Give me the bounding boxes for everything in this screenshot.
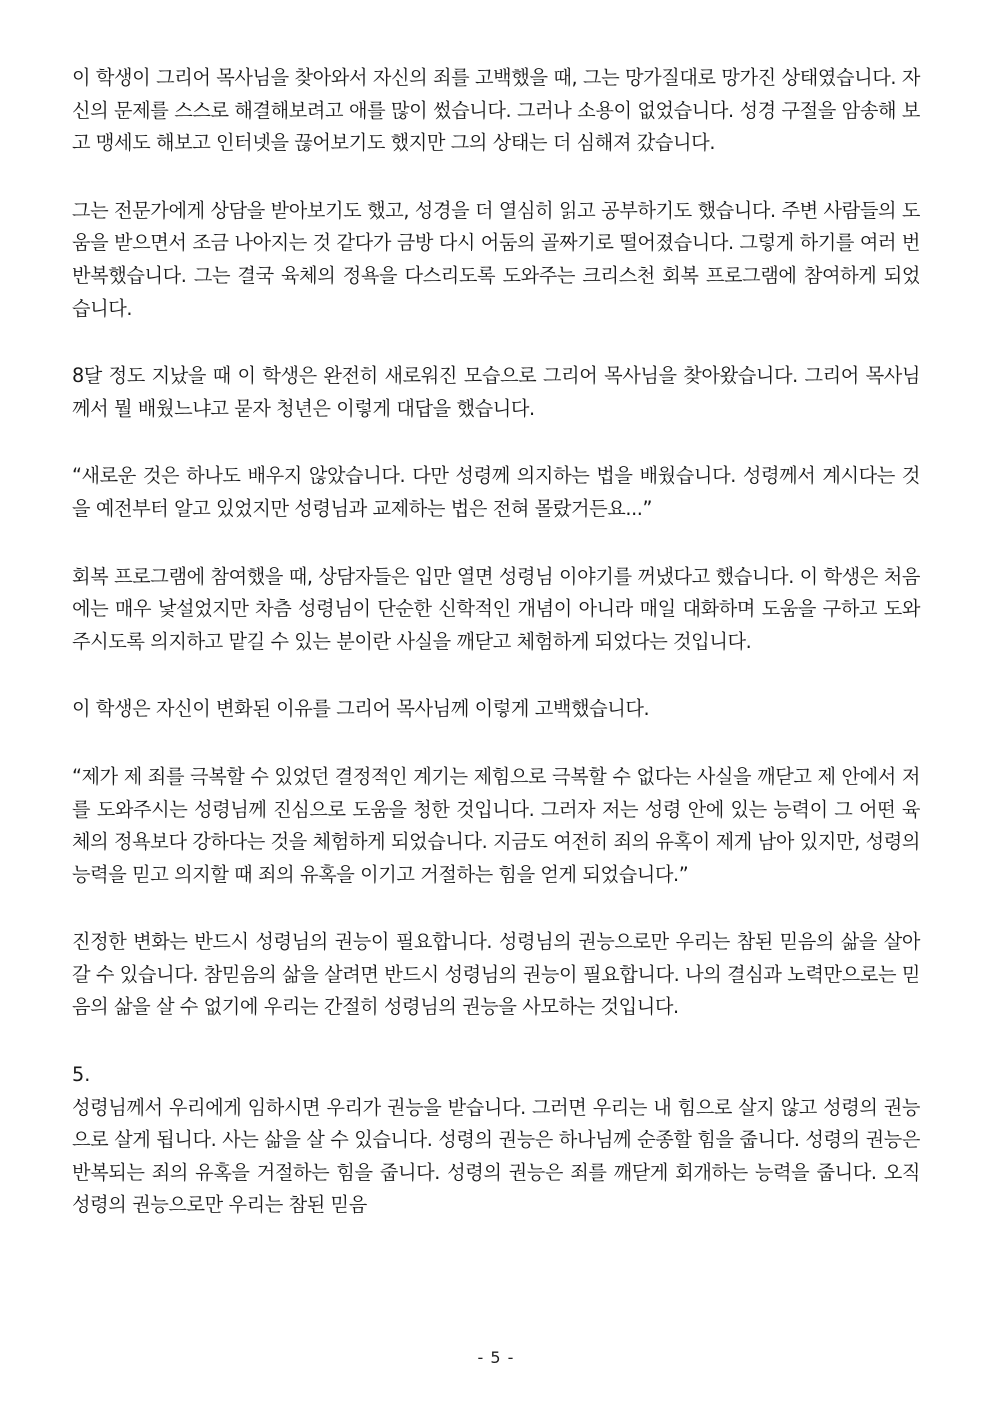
paragraph-7: 성령님께서 우리에게 임하시면 우리가 권능을 받습니다. 그러면 우리는 내 힘으로 살지 않고 성령의 권능으로 살게 됩니다. 사는 삶을 살 수 있습니다. 성령의 권능은 하나님께 순종할 힘을 줍니다. 성령의 권능은 반복되는 죄의 유혹을 거절하는 힘을 줍니다. 성령의 권능은 죄를 깨닫게 회개하는 능력을 줍니다. 오직 성령의 권능으로만 우리는 참된 믿음 xyxy=(72,1095,920,1217)
paragraph-2: 그는 전문가에게 상담을 받아보기도 했고, 성경을 더 열심히 읽고 공부하기도 했습니다. 주변 사람들의 도움을 받으면서 조금 나아지는 것 같다가 금방 다시 어둠의 골짜기로 떨어졌습니다. 그렇게 하기를 여러 번 반복했습니다. 그는 결국 육체의 정욕을 다스리도록 도와주는 크리스천 회복 프로그램에 참여하게 되었습니다. xyxy=(72,198,920,320)
paragraph-1: 이 학생이 그리어 목사님을 찾아와서 자신의 죄를 고백했을 때, 그는 망가질대로 망가진 상태였습니다. 자신의 문제를 스스로 해결해보려고 애를 많이 썼습니다. 그러나 소용이 없었습니다. 성경 구절을 암송해 보고 맹세도 해보고 인터넷을 끊어보기도 했지만 그의 상태는 더 심해져 갔습니다. xyxy=(72,66,920,155)
paragraph-5: 이 학생은 자신이 변화된 이유를 그리어 목사님께 이렇게 고백했습니다. xyxy=(72,697,650,721)
page-number: - 5 - xyxy=(477,1348,515,1367)
document-body xyxy=(72,62,920,1222)
paragraph-6: 진정한 변화는 반드시 성령님의 권능이 필요합니다. 성령님의 권능으로만 우리는 참된 믿음의 삶을 살아갈 수 있습니다. 참믿음의 삶을 살려면 반드시 성령님의 권능이 필요합니다. 나의 결심과 노력만으로는 믿음의 삶을 살 수 없기에 우리는 간절히 성령님의 권능을 사모하는 것입니다. xyxy=(72,930,920,1019)
section-number: 5. xyxy=(72,1063,91,1087)
quote-2: “제가 제 죄를 극복할 수 있었던 결정적인 계기는 제힘으로 극복할 수 없다는 사실을 깨닫고 제 안에서 저를 도와주시는 성령님께 진심으로 도움을 청한 것입니다. 그러자 저는 성령 안에 있는 능력이 그 어떤 육체의 정욕보다 강하다는 것을 체험하게 되었습니다. 지금도 여전히 죄의 유혹이 제게 남아 있지만, 성령의 능력을 믿고 의지할 때 죄의 유혹을 이기고 거절하는 힘을 얻게 되었습니다.” xyxy=(72,764,920,886)
paragraph-4: 회복 프로그램에 참여했을 때, 상담자들은 입만 열면 성령님 이야기를 꺼냈다고 했습니다. 이 학생은 처음에는 매우 낯설었지만 차츰 성령님이 단순한 신학적인 개념이 아니라 매일 대화하며 도움을 구하고 도와주시도록 의지하고 맡길 수 있는 분이란 사실을 깨닫고 체험하게 되었다는 것입니다. xyxy=(72,564,920,653)
paragraph-3: 8달 정도 지났을 때 이 학생은 완전히 새로워진 모습으로 그리어 목사님을 찾아왔습니다. 그리어 목사님께서 뭘 배웠느냐고 묻자 청년은 이렇게 대답을 했습니다. xyxy=(72,364,920,420)
quote-1: “새로운 것은 하나도 배우지 않았습니다. 다만 성령께 의지하는 법을 배웠습니다. 성령께서 계시다는 것을 예전부터 알고 있었지만 성령님과 교제하는 법은 전혀 몰랐거든요...” xyxy=(72,464,920,520)
